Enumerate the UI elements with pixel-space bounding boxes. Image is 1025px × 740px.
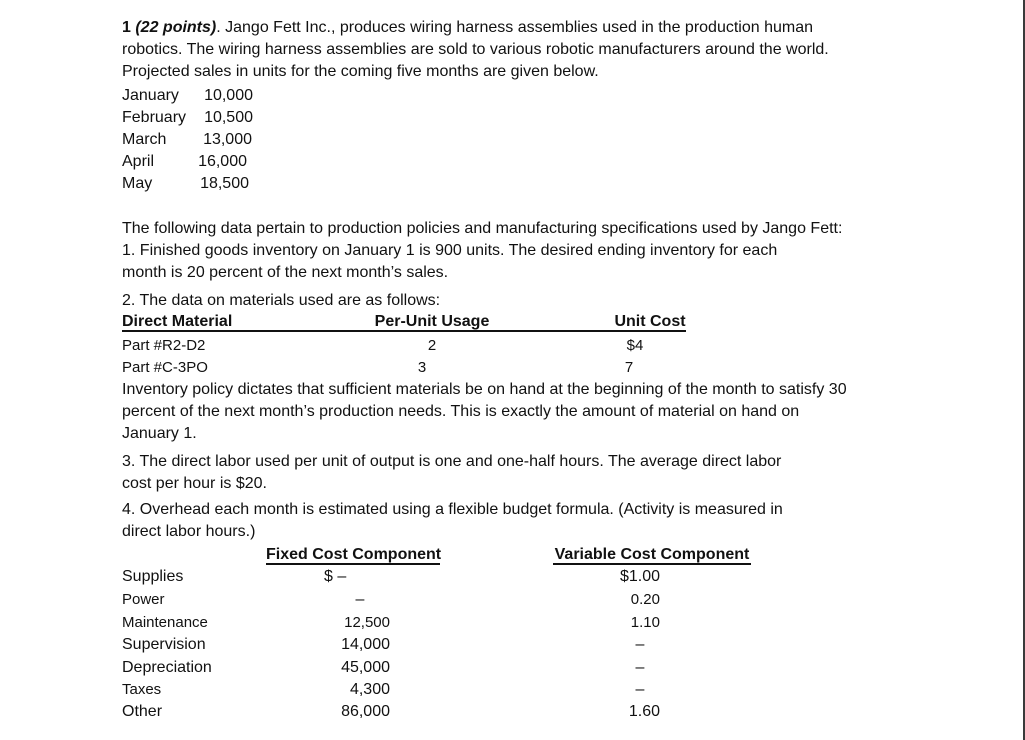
inventory-policy-line-1: Inventory policy dictates that sufficient materials be on hand at the beginning of the month to satisfy 30: [122, 381, 847, 398]
item1-line-1: 1. Finished goods inventory on January 1 is 900 units. The desired ending inventory for each: [122, 242, 778, 259]
intro-text-2: robotics. The wiring harness assemblies are sold to various robotic manufacturers around the world.: [122, 41, 829, 58]
problem-intro-line-1: [122, 18, 813, 38]
materials-part: Part #R2-D2: [122, 337, 206, 354]
item2-heading: 2. The data on materials used are as follows:: [122, 292, 441, 309]
sales-units: 13,000: [203, 131, 252, 148]
sales-month: May: [122, 175, 153, 192]
inventory-policy-line-3: January 1.: [122, 425, 197, 442]
item4-line-2: direct labor hours.): [122, 523, 256, 540]
item3-line-1: 3. The direct labor used per unit of output is one and one-half hours. The average direct labor: [122, 453, 782, 470]
overhead-header-variable: Variable Cost Component: [554, 546, 750, 563]
overhead-fixed: 4,300: [349, 681, 390, 698]
overhead-variable: 0.20: [630, 591, 660, 608]
overhead-fixed: $ –: [324, 568, 347, 585]
materials-header-cost: Unit Cost: [614, 313, 686, 330]
sales-units: 10,500: [204, 109, 253, 126]
overhead-item: Supervision: [122, 636, 206, 653]
overhead-item: Taxes: [122, 681, 162, 698]
overhead-fixed: 45,000: [341, 659, 390, 676]
sales-units: 10,000: [204, 87, 253, 104]
overhead-variable: $1.00: [619, 568, 660, 585]
item3-line-2: cost per hour is $20.: [122, 475, 267, 492]
overhead-variable: –: [635, 659, 645, 676]
sales-units: 18,500: [200, 175, 249, 192]
intro-text-3: Projected sales in units for the coming five months are given below.: [122, 63, 599, 80]
overhead-fixed: 86,000: [341, 703, 390, 720]
materials-cost: 7: [624, 359, 634, 376]
overhead-header-fixed: Fixed Cost Component: [266, 546, 442, 563]
intro-text-1: . Jango Fett Inc., produces wiring harness assemblies used in the production human: [216, 19, 814, 36]
problem-number: 1: [122, 19, 136, 36]
materials-usage: 3: [417, 359, 427, 376]
overhead-fixed: 14,000: [341, 636, 390, 653]
item1-line-2: month is 20 percent of the next month’s sales.: [122, 264, 449, 281]
item4-line-1: 4. Overhead each month is estimated using a flexible budget formula. (Activity is measured in: [122, 501, 783, 518]
sales-month: January: [122, 87, 179, 104]
sales-month: April: [122, 153, 155, 170]
sales-units: 16,000: [198, 153, 247, 170]
materials-cost: $4: [626, 337, 644, 354]
policies-intro: The following data pertain to production policies and manufacturing specifications used by Jango Fett:: [122, 220, 843, 237]
overhead-fixed: 12,500: [344, 614, 390, 631]
overhead-item: Power: [122, 591, 165, 608]
overhead-item: Maintenance: [122, 614, 208, 631]
overhead-variable: 1.10: [630, 614, 660, 631]
materials-usage: 2: [427, 337, 437, 354]
overhead-variable: 1.60: [628, 703, 660, 720]
materials-header-material: Direct Material: [122, 313, 233, 330]
overhead-item: Supplies: [122, 568, 184, 585]
materials-part: Part #C-3PO: [122, 359, 208, 376]
overhead-variable: –: [635, 636, 645, 653]
materials-header-usage: Per-Unit Usage: [374, 313, 490, 330]
overhead-fixed: –: [355, 591, 365, 608]
overhead-item: Depreciation: [122, 659, 212, 676]
sales-month: February: [122, 109, 187, 126]
inventory-policy-line-2: percent of the next month’s production needs. This is exactly the amount of material on hand on: [122, 403, 800, 420]
overhead-variable: –: [635, 681, 645, 698]
overhead-item: Other: [122, 703, 163, 720]
problem-points: (22 points): [135, 19, 217, 36]
sales-month: March: [122, 131, 167, 148]
